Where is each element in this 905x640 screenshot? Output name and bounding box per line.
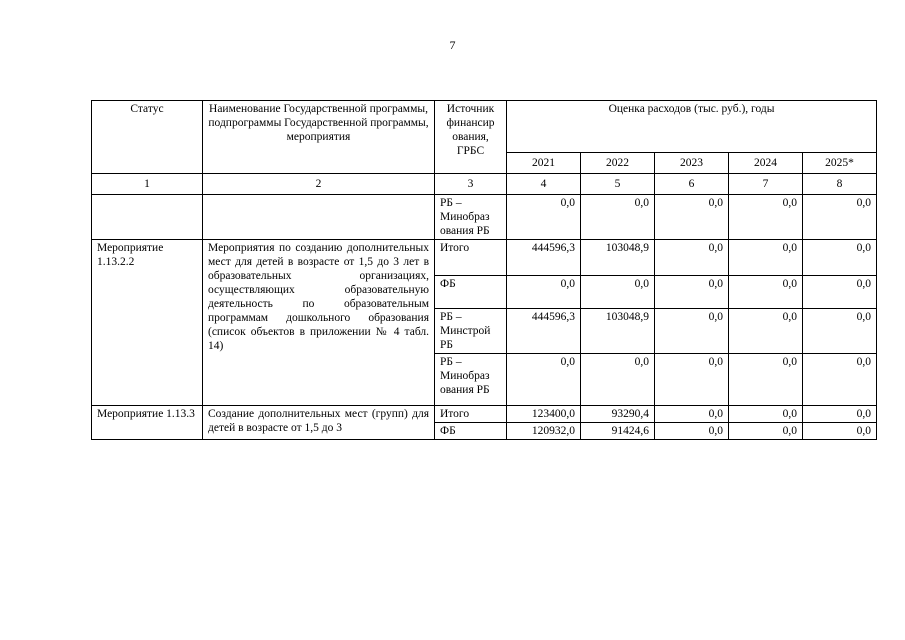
value-cell: 93290,4 [581,406,655,423]
source-cell: РБ – Минстрой РБ [435,309,507,354]
value-cell: 0,0 [507,276,581,309]
value-cell: 0,0 [507,195,581,240]
name-cell [203,195,435,240]
value-cell: 0,0 [729,240,803,276]
column-number: 5 [581,174,655,195]
value-cell: 0,0 [729,309,803,354]
column-number: 3 [435,174,507,195]
column-number: 4 [507,174,581,195]
value-cell: 103048,9 [581,240,655,276]
status-cell: Мероприятие 1.13.3 [92,406,203,440]
value-cell: 0,0 [655,406,729,423]
header-year: 2022 [581,153,655,174]
value-cell: 0,0 [803,354,877,406]
value-cell: 123400,0 [507,406,581,423]
header-source: Источник финансир ования, ГРБС [435,101,507,174]
header-row [92,101,877,153]
value-cell: 103048,9 [581,309,655,354]
source-cell: Итого [435,406,507,423]
column-number: 8 [803,174,877,195]
value-cell: 0,0 [581,195,655,240]
value-cell: 0,0 [655,195,729,240]
name-cell: Создание дополнительных мест (групп) для детей в возрасте от 1,5 до 3 [203,406,435,440]
source-cell: РБ – Минобраз ования РБ [435,195,507,240]
value-cell: 0,0 [803,423,877,440]
value-cell: 0,0 [729,423,803,440]
header-name: Наименование Государственной программы, подпрограммы Государственной программы, мероприятия [203,101,435,174]
value-cell: 0,0 [729,354,803,406]
header-year: 2025* [803,153,877,174]
status-cell: Мероприятие 1.13.2.2 [92,240,203,406]
value-cell: 0,0 [655,309,729,354]
header-status: Статус [92,101,203,174]
column-number: 6 [655,174,729,195]
value-cell: 0,0 [803,309,877,354]
column-number: 7 [729,174,803,195]
table-row [92,195,877,240]
value-cell: 0,0 [803,240,877,276]
value-cell: 0,0 [655,240,729,276]
page-number: 7 [449,38,456,52]
value-cell: 0,0 [581,276,655,309]
value-cell: 0,0 [729,406,803,423]
value-cell: 0,0 [655,423,729,440]
value-cell: 0,0 [803,276,877,309]
value-cell: 0,0 [803,195,877,240]
column-number: 1 [92,174,203,195]
value-cell: 0,0 [803,406,877,423]
table-row [92,240,877,276]
value-cell: 91424,6 [581,423,655,440]
source-cell: Итого [435,240,507,276]
value-cell: 444596,3 [507,309,581,354]
value-cell: 444596,3 [507,240,581,276]
header-year: 2023 [655,153,729,174]
value-cell: 0,0 [729,276,803,309]
column-numbers-row [92,174,877,195]
status-cell [92,195,203,240]
header-year: 2021 [507,153,581,174]
header-expenses: Оценка расходов (тыс. руб.), годы [507,101,877,153]
value-cell: 0,0 [507,354,581,406]
table-row [92,406,877,423]
budget-table [91,100,877,440]
value-cell: 0,0 [655,276,729,309]
source-cell: ФБ [435,276,507,309]
value-cell: 0,0 [655,354,729,406]
source-cell: РБ – Минобраз ования РБ [435,354,507,406]
column-number: 2 [203,174,435,195]
source-cell: ФБ [435,423,507,440]
value-cell: 0,0 [729,195,803,240]
header-year: 2024 [729,153,803,174]
value-cell: 120932,0 [507,423,581,440]
value-cell: 0,0 [581,354,655,406]
name-cell: Мероприятия по созданию дополнительных мест для детей в возрасте от 1,5 до 3 лет в образовательных организациях, осуществляющих образовательную деятельность по образовательным программам дошкольного образования (список объектов в приложении № 4 табл. 14) [203,240,435,406]
